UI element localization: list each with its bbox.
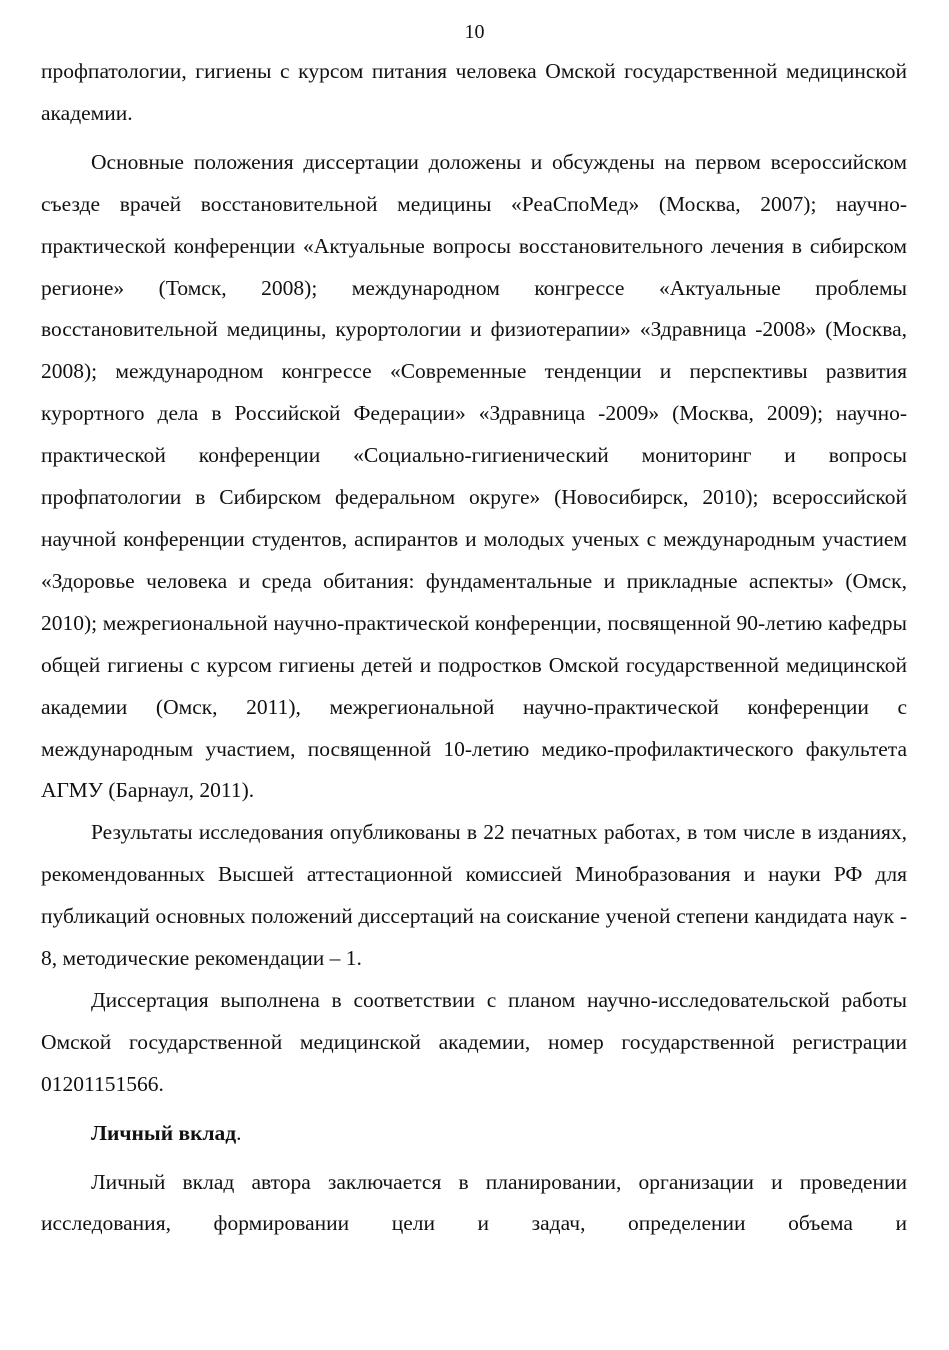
paragraph-continuation: профпатологии, гигиены с курсом питания человека Омской государственной медицинской академии. (41, 59, 907, 125)
paragraph-research-plan: Диссертация выполнена в соответствии с планом научно-исследовательской работы Омской государственной медицинской академии, номер государственной регистрации 01201151566. (41, 987, 907, 1096)
paragraph-conferences: Основные положения диссертации доложены и обсуждены на первом всероссийском съезде врачей восстановительной медицины «РеаСпоМед» (Москва, 2007); научно-практической конференции «Актуальные вопросы восстановительного лечения в сибирском регионе» (Томск, 2008); международном конгрессе «Актуальные проблемы восстановительной медицины, курортологии и физиотерапии» «Здравница -2008» (Москва, 2008); международном конгрессе «Современные тенденции и перспективы развития курортного дела в Российской Федерации» «Здравница -2009» (Москва, 2009); научно-практической конференции «Социально-гигиенический мониторинг и вопросы профпатологии в Сибирском федеральном округе» (Новосибирск, 2010); всероссийской научной конференции студентов, аспирантов и молодых ученых с международным участием «Здоровье человека и среда обитания: фундаментальные и прикладные аспекты» (Омск, 2010); межрегиональной научно-практической конференции, посвященной 90-летию кафедры общей гигиены с курсом гигиены детей и подростков Омской государственной медицинской академии (Омск, 2011), межрегиональной научно-практической конференции с международным участием, посвященной 10-летию медико-профилактического факультета АГМУ (Барнаул, 2011). (41, 149, 907, 803)
paragraph-publications: Результаты исследования опубликованы в 22 печатных работах, в том числе в изданиях, рекомендованных Высшей аттестационной комиссией Минобразования и науки РФ для публикаций основных положений диссертаций на соискание ученой степени кандидата наук - 8, методические рекомендации – 1. (41, 820, 907, 971)
document-body (41, 51, 907, 1245)
page-number: 10 (464, 21, 485, 43)
section-heading-text: Личный вклад (91, 1120, 237, 1145)
section-heading (91, 1113, 907, 1155)
paragraph-personal-contribution: Личный вклад автора заключается в планировании, организации и проведении исследования, формировании цели и задач, определении объема и (41, 1169, 907, 1236)
section-heading-period: . (236, 1120, 242, 1145)
